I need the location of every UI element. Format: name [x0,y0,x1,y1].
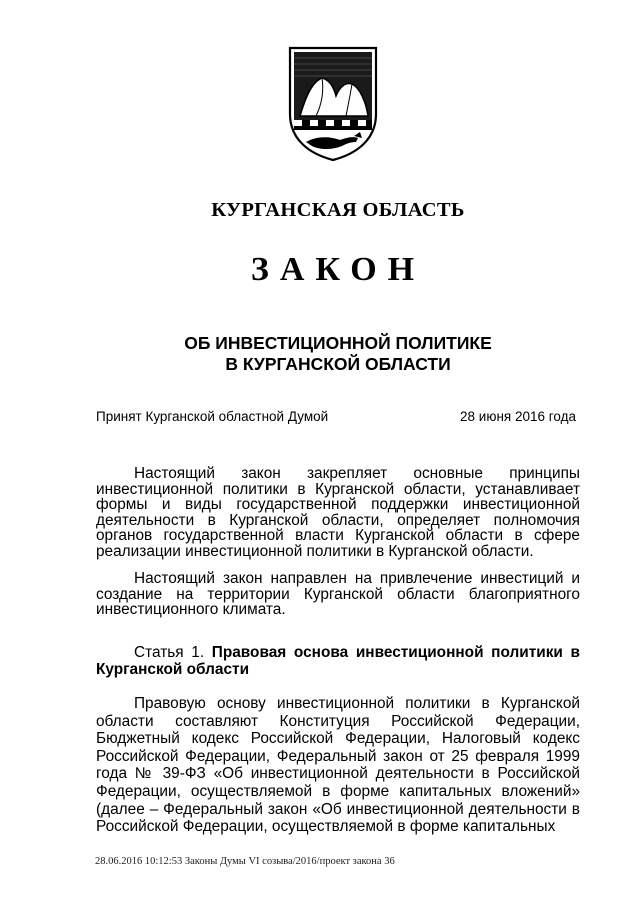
article-1-label: Статья 1. [134,644,205,661]
article-1-heading [96,644,580,678]
law-title-line2: В КУРГАНСКОЙ ОБЛАСТИ [225,354,451,374]
page-footer: 28.06.2016 10:12:53 Законы Думы VI созыва/2016/проект закона 36 [95,856,395,867]
adoption-date: 28 июня 2016 года [460,409,576,424]
adopted-by: Принят Курганской областной Думой [96,409,329,424]
adoption-line [96,409,576,424]
law-title-line1: ОБ ИНВЕСТИЦИОННОЙ ПОЛИТИКЕ [184,333,492,353]
preamble-paragraph-1: Настоящий закон закрепляет основные принципы инвестиционной политики в Курганской области, устанавливает формы и виды государственной поддержки инвестиционной деятельности в Курганской области, определяет полномочия органов государственной власти Курганской области в сфере реализации инвестиционной политики в Курганской области. [96,465,580,560]
document-type: ЗАКОН [250,251,426,288]
region-name: КУРГАНСКАЯ ОБЛАСТЬ [211,199,465,221]
article-1-title: Правовая основа инвестиционной политики в Курганской области [96,644,580,678]
preamble-paragraph-2: Настоящий закон направлен на привлечение инвестиций и создание на территории Курганской области благоприятного инвестиционного климата. [96,570,580,618]
article-1-text: Правовую основу инвестиционной политики в Курганской области составляют Конституция Российской Федерации, Бюджетный кодекс Российской Федерации, Налоговый кодекс Российской Федерации, Федеральный закон от 25 февраля 1999 года № 39-ФЗ «Об инвестиционной деятельности в Российской Федерации, осуществляемой в форме капитальных вложений» (далее – Федеральный закон «Об инвестиционной деятельности в Российской Федерации, осуществляемой в форме капитальных [96,695,580,836]
law-title [0,333,640,375]
coat-of-arms-icon [286,44,380,162]
